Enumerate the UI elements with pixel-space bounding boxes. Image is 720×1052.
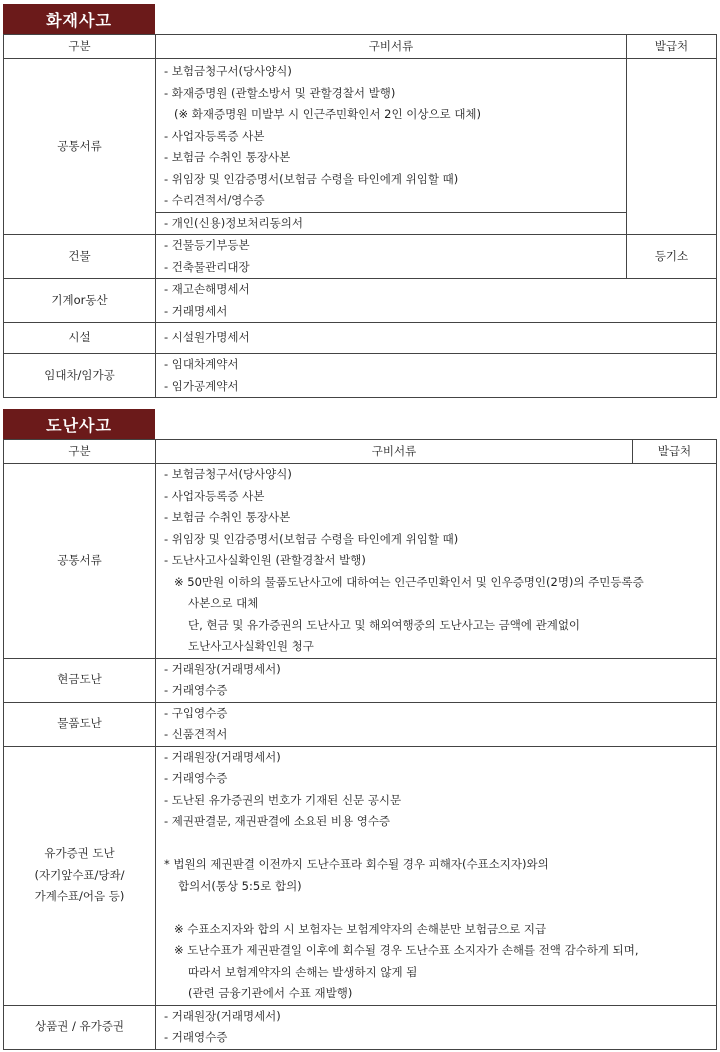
doc-line: - 재고손해명세서 (164, 282, 250, 296)
fire-section-title: 화재사고 (3, 4, 155, 34)
doc-line: - 건축물관리대장 (164, 259, 250, 274)
category-goods: 물품도난 (4, 702, 156, 746)
doc-note: 사본으로 대체 (188, 596, 259, 610)
header-issuer: 발급처 (633, 440, 717, 464)
category-cash: 현금도난 (4, 658, 156, 702)
doc-line: - 보험금 수취인 통장사본 (164, 510, 291, 524)
table-row (4, 746, 717, 1005)
table-row (4, 1005, 717, 1049)
doc-line: - 수리견적서/영수증 (164, 193, 265, 207)
doc-note: ※ 수표소지자와 합의 시 보험자는 보험계약자의 손해분만 보험금으로 지급 (174, 921, 547, 936)
issuer-common (627, 59, 717, 213)
table-row (4, 323, 717, 354)
spacer (164, 897, 716, 919)
doc-note: 단, 현금 및 유가증권의 도난사고 및 해외여행중의 도난사고는 금액에 관계없이 (188, 617, 581, 632)
doc-line: - 임대차계약서 (164, 357, 239, 371)
docs-common-extra (156, 212, 627, 235)
doc-line: - 개인(신용)정보처리동의서 (164, 215, 303, 230)
spacer (164, 833, 716, 855)
doc-note: (관련 금융기관에서 수표 재발행) (188, 986, 353, 1000)
docs-securities (156, 746, 717, 1005)
doc-line: - 거래명세서 (164, 303, 228, 318)
table-header-row (4, 440, 717, 464)
doc-line: - 거래영수증 (164, 771, 228, 785)
doc-note: 합의서(통상 5:5로 합의) (178, 878, 302, 893)
category-building: 건물 (4, 235, 156, 279)
header-docs: 구비서류 (156, 440, 633, 464)
doc-note: ※ 도난수표가 제권판결일 이후에 회수될 경우 도난수표 소지자가 손해를 전액 감수하게 되며, (174, 943, 639, 957)
category-giftcard: 상품권 / 유가증권 (4, 1005, 156, 1049)
fire-documents-table (3, 34, 717, 398)
doc-line: - 거래원장(거래명세서) (164, 749, 281, 764)
doc-line: - 보험금 수취인 통장사본 (164, 150, 291, 164)
doc-line: - 거래영수증 (164, 1030, 228, 1044)
docs-machinery (156, 279, 717, 323)
table-row (4, 235, 717, 279)
table-row (4, 59, 717, 213)
issuer-building: 등기소 (627, 235, 717, 279)
table-row (4, 279, 717, 323)
category-line: 유가증권 도난 (44, 846, 115, 861)
docs-facility (156, 323, 717, 354)
doc-line: - 보험금청구서(당사양식) (164, 467, 292, 481)
category-line: (자기앞수표/당좌/ (34, 867, 125, 882)
doc-note: (※ 화재증명원 미발부 시 인근주민확인서 2인 이상으로 대체) (174, 107, 482, 121)
table-row (4, 464, 717, 659)
theft-section-title: 도난사고 (3, 409, 155, 439)
doc-line: - 거래원장(거래명세서) (164, 1008, 281, 1023)
doc-line: - 거래원장(거래명세서) (164, 661, 281, 676)
doc-note: * 법원의 제권판결 이전까지 도난수표라 회수될 경우 피해자(수표소지자)와의 (164, 857, 549, 871)
issuer-empty (627, 212, 717, 235)
doc-line: - 위임장 및 인감증명서(보험금 수령을 타인에게 위임할 때) (164, 171, 459, 186)
docs-giftcard (156, 1005, 717, 1049)
doc-line: - 거래영수증 (164, 683, 228, 697)
doc-line: - 시설원가명세서 (164, 330, 250, 345)
table-header-row (4, 35, 717, 59)
doc-line: - 화재증명원 (관할소방서 및 관할경찰서 발행) (164, 85, 396, 100)
doc-line: - 신품견적서 (164, 727, 228, 741)
docs-lease (156, 354, 717, 398)
docs-goods (156, 702, 717, 746)
category-securities (4, 746, 156, 1005)
doc-line: - 사업자등록증 사본 (164, 488, 265, 503)
fire-accident-section (3, 4, 716, 398)
doc-note: 도난사고사실확인원 청구 (188, 639, 314, 653)
theft-documents-table (3, 439, 717, 1050)
docs-cash (156, 658, 717, 702)
table-row (4, 658, 717, 702)
category-common: 공통서류 (4, 464, 156, 659)
category-facility: 시설 (4, 323, 156, 354)
header-category: 구분 (4, 35, 156, 59)
doc-note: 따라서 보험계약자의 손해는 발생하지 않게 됨 (188, 964, 418, 979)
theft-accident-section (3, 409, 716, 1050)
category-line: 가계수표/어음 등) (34, 889, 125, 904)
doc-line: - 위임장 및 인감증명서(보험금 수령을 타인에게 위임할 때) (164, 531, 459, 546)
doc-line: - 도난사고사실확인원 (관할경찰서 발행) (164, 553, 366, 567)
header-category: 구분 (4, 440, 156, 464)
doc-note: ※ 50만원 이하의 물품도난사고에 대하여는 인근주민확인서 및 인우증명인(2명)의 주민등록증 (174, 574, 644, 589)
doc-line: - 제권판결문, 재권판결에 소요된 비용 영수증 (164, 814, 391, 828)
docs-common (156, 59, 627, 213)
docs-building (156, 235, 627, 279)
doc-line: - 임가공계약서 (164, 378, 239, 393)
doc-line: - 보험금청구서(당사양식) (164, 64, 292, 78)
header-issuer: 발급처 (627, 35, 717, 59)
doc-line: - 사업자등록증 사본 (164, 128, 265, 143)
table-row (4, 354, 717, 398)
category-machinery: 기계or동산 (4, 279, 156, 323)
category-lease: 임대차/임가공 (4, 354, 156, 398)
doc-line: - 도난된 유가증권의 번호가 기재된 신문 공시문 (164, 792, 402, 807)
doc-line: - 건물등기부등본 (164, 238, 250, 252)
doc-line: - 구입영수증 (164, 705, 228, 720)
category-common: 공통서류 (4, 59, 156, 235)
table-row (4, 702, 717, 746)
docs-common (156, 464, 717, 659)
header-docs: 구비서류 (156, 35, 627, 59)
